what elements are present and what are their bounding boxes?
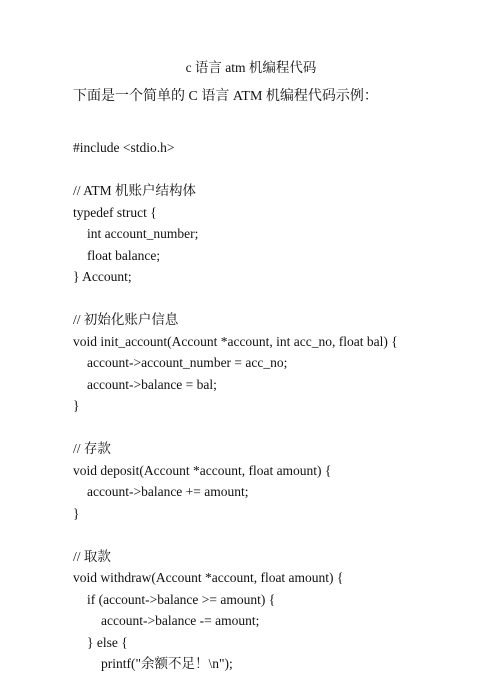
- code-line: } Account;: [73, 269, 132, 284]
- code-line: if (account->balance >= amount) {: [87, 591, 276, 607]
- code-comment-line: // 取款: [73, 548, 111, 564]
- code-line: printf("余额不足！\n");: [101, 656, 233, 671]
- code-line: #include <stdio.h>: [73, 140, 175, 155]
- code-line: account->account_number = acc_no;: [87, 355, 288, 370]
- code-line: void init_account(Account *account, int acc_no, float bal) {: [73, 333, 398, 349]
- blank-line: [73, 159, 493, 181]
- code-line: float balance;: [87, 247, 161, 263]
- blank-line: [73, 417, 493, 439]
- code-line: account->balance = bal;: [87, 376, 217, 392]
- code-line: account->balance -= amount;: [101, 613, 260, 628]
- code-line: } else {: [87, 634, 128, 650]
- blank-line: [73, 524, 493, 546]
- code-comment-line: // 存款: [73, 441, 111, 456]
- code-line: void withdraw(Account *account, float amount) {: [73, 570, 344, 585]
- document-title: c 语言 atm 机编程代码: [185, 60, 317, 75]
- code-line: void deposit(Account *account, float amount) {: [73, 462, 332, 478]
- code-comment-line: // 初始化账户信息: [73, 312, 179, 327]
- code-comment-line: // ATM 机账户结构体: [73, 183, 197, 198]
- code-line: }: [73, 505, 80, 521]
- intro-text: 下面是一个简单的 C 语言 ATM 机编程代码示例：: [73, 89, 378, 104]
- code-line: int account_number;: [87, 226, 199, 241]
- code-line: }: [73, 398, 80, 413]
- code-block: [73, 137, 493, 675]
- code-line: typedef struct {: [73, 204, 157, 220]
- code-line: account->balance += amount;: [87, 484, 249, 499]
- blank-line: [73, 288, 493, 310]
